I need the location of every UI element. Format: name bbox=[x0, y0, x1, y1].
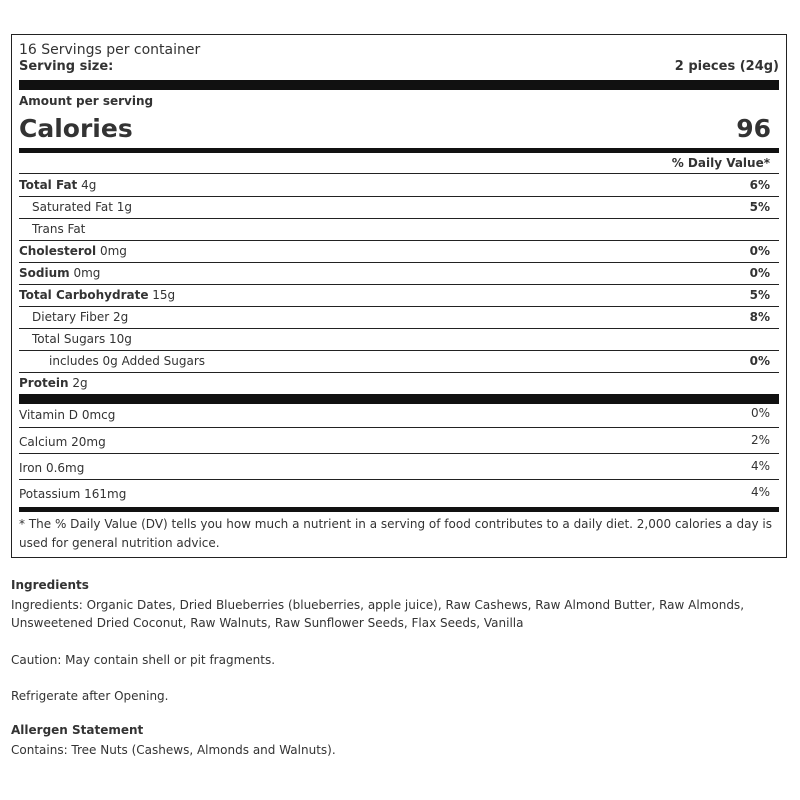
divider bbox=[19, 350, 779, 351]
serving-size-value: 2 pieces (24g) bbox=[674, 59, 779, 74]
nutrient-amount: 0mg bbox=[69, 266, 101, 280]
thick-divider bbox=[19, 80, 779, 90]
nutrient-row-added-sugars bbox=[19, 354, 778, 368]
divider bbox=[19, 284, 779, 285]
nutrient-row-trans-fat bbox=[19, 222, 778, 236]
divider bbox=[19, 262, 779, 263]
calories-row bbox=[19, 114, 779, 144]
divider bbox=[19, 218, 779, 219]
divider bbox=[19, 240, 779, 241]
daily-value-header: % Daily Value* bbox=[671, 156, 770, 170]
nutrient-name: Sodium bbox=[19, 266, 70, 280]
vitamin-row-vitamin-d bbox=[19, 408, 778, 422]
allergen-text: Contains: Tree Nuts (Cashews, Almonds and Walnuts). bbox=[11, 743, 336, 757]
nutrient-dv: 6% bbox=[749, 178, 770, 192]
nutrient-row-total-fat bbox=[19, 178, 778, 192]
nutrient-name: Protein bbox=[19, 376, 69, 390]
nutrient-dv: 0% bbox=[749, 266, 770, 280]
nutrient-row-saturated-fat bbox=[19, 200, 778, 214]
nutrient-row-total-sugars bbox=[19, 332, 778, 346]
nutrient-name: Total Fat bbox=[19, 178, 78, 192]
nutrient-dv: 0% bbox=[749, 354, 770, 368]
servings-per-container: 16 Servings per container bbox=[19, 42, 201, 58]
daily-value-footnote: * The % Daily Value (DV) tells you how much a nutrient in a serving of food contributes to a daily diet. 2,000 calories a day is used for general nutrition advice. bbox=[19, 517, 772, 550]
thick-divider bbox=[19, 394, 779, 404]
ingredients-text: Ingredients: Organic Dates, Dried Blueberries (blueberries, apple juice), Raw Cashews, Raw Almond Butter, Raw Almonds, Unsweetened Dried Coconut, Raw Walnuts, Raw Sunflower Seeds, Flax Seeds, Vanilla bbox=[11, 598, 745, 630]
ingredients-heading: Ingredients bbox=[11, 578, 89, 592]
serving-size-row bbox=[19, 59, 779, 75]
vitamin-name: Vitamin D 0mcg bbox=[19, 408, 116, 422]
divider bbox=[19, 173, 779, 174]
nutrient-dv: 0% bbox=[749, 244, 770, 258]
nutrient-amount: 0mg bbox=[96, 244, 127, 258]
calories-value: 96 bbox=[736, 114, 771, 143]
nutrient-row-dietary-fiber bbox=[19, 310, 778, 324]
caution-text: Caution: May contain shell or pit fragments. bbox=[11, 653, 276, 667]
medium-divider bbox=[19, 507, 779, 512]
nutrient-amount: 15g bbox=[148, 288, 176, 302]
vitamin-dv: 4% bbox=[750, 459, 770, 473]
nutrient-name: includes 0g Added Sugars bbox=[49, 354, 206, 368]
nutrient-name: Total Carbohydrate bbox=[19, 288, 149, 302]
vitamin-row-potassium bbox=[19, 487, 778, 501]
nutrient-name: Trans Fat bbox=[32, 222, 86, 236]
divider bbox=[19, 196, 779, 197]
nutrient-name: Cholesterol bbox=[19, 244, 97, 258]
nutrient-row-protein bbox=[19, 376, 778, 390]
calories-label: Calories bbox=[19, 114, 133, 143]
divider bbox=[19, 328, 779, 329]
vitamin-name: Potassium 161mg bbox=[19, 487, 127, 501]
nutrition-facts-label bbox=[11, 34, 787, 558]
nutrient-row-sodium bbox=[19, 266, 778, 280]
allergen-heading: Allergen Statement bbox=[11, 723, 144, 737]
nutrient-amount: 4g bbox=[77, 178, 97, 192]
amount-per-serving: Amount per serving bbox=[19, 94, 154, 108]
nutrient-row-total-carbohydrate bbox=[19, 288, 778, 302]
divider bbox=[19, 453, 779, 454]
divider bbox=[19, 306, 779, 307]
nutrient-dv: 5% bbox=[749, 200, 770, 214]
divider bbox=[19, 427, 779, 428]
nutrient-dv: 8% bbox=[749, 310, 770, 324]
vitamin-dv: 2% bbox=[750, 433, 770, 447]
nutrient-name: Total Sugars 10g bbox=[32, 332, 132, 346]
vitamin-name: Iron 0.6mg bbox=[19, 461, 85, 475]
vitamin-name: Calcium 20mg bbox=[19, 435, 106, 449]
refrigerate-text: Refrigerate after Opening. bbox=[11, 689, 169, 703]
nutrient-amount: 2g bbox=[68, 376, 88, 390]
nutrient-name: Saturated Fat 1g bbox=[32, 200, 133, 214]
serving-size-label: Serving size: bbox=[19, 59, 114, 74]
medium-divider bbox=[19, 148, 779, 153]
nutrient-dv: 5% bbox=[749, 288, 770, 302]
vitamin-row-iron bbox=[19, 461, 778, 475]
vitamin-dv: 4% bbox=[750, 485, 770, 499]
vitamin-dv: 0% bbox=[750, 406, 770, 420]
vitamin-row-calcium bbox=[19, 435, 778, 449]
divider bbox=[19, 479, 779, 480]
nutrient-name: Dietary Fiber 2g bbox=[32, 310, 129, 324]
nutrient-row-cholesterol bbox=[19, 244, 778, 258]
divider bbox=[19, 372, 779, 373]
